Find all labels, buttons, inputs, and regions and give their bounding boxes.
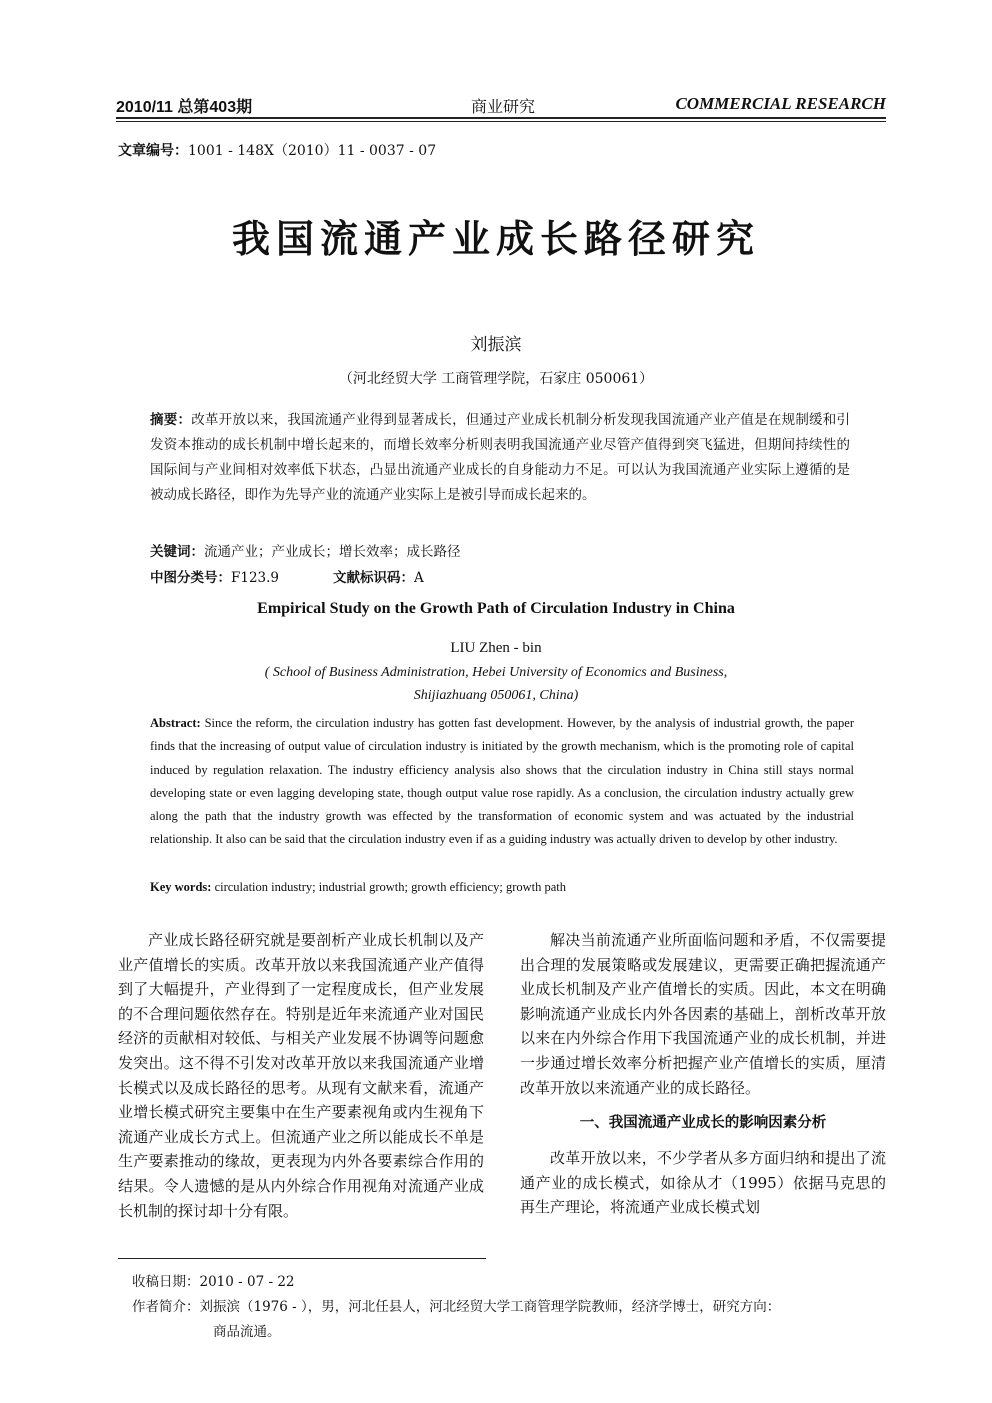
english-keywords-text: circulation industry; industrial growth; growth efficiency; growth path <box>214 880 567 894</box>
body-column-left <box>118 928 484 1223</box>
received-date <box>132 1270 295 1290</box>
author-bio-text: 刘振滨（1976 - ），男，河北任县人，河北经贸大学工商管理学院教师，经济学博士，研究方向： <box>199 1299 781 1315</box>
clc-label: 中图分类号： <box>150 570 231 586</box>
article-number <box>118 140 436 160</box>
journal-name-cn: 商业研究 <box>470 97 535 116</box>
english-abstract-label: Abstract: <box>150 716 201 730</box>
paper-title: 我国流通产业成长路径研究 <box>231 216 760 261</box>
article-number-label: 文章编号： <box>118 143 188 159</box>
chinese-keywords <box>150 540 461 560</box>
author-bio-label: 作者简介： <box>132 1299 200 1315</box>
author-affiliation: （河北经贸大学 工商管理学院，石家庄 050061） <box>338 371 654 387</box>
english-affiliation-line2: Shijiazhuang 050061, China) <box>413 688 579 703</box>
body-paragraph: 解决当前流通产业所面临问题和矛盾，不仅需要提出合理的发展策略或发展建议，更需要正确把握流通产业成长机制及产业产值增长的实质。因此，本文在明确影响流通产业成长内外各因素的基础上，剖析改革开放以来在内外综合作用下我国流通产业的成长机制，并进一步通过增长效率分析把握产业产值增长的实质，厘清改革开放以来流通产业的成长路径。 <box>520 931 886 1097</box>
abstract-label: 摘要： <box>150 412 192 428</box>
author-name: 刘振滨 <box>470 335 522 355</box>
body-paragraph: 产业成长路径研究就是要剖析产业成长机制以及产业产值增长的实质。改革开放以来我国流通产业产值得到了大幅提升，产业得到了一定程度成长，但产业发展的不合理问题依然存在。特别是近年来流通产业对国民经济的贡献相对较低、与相关产业发展不协调等问题愈发突出。这不得不引发对改革开放以来我国流通产业增长模式以及成长路径的思考。从现有文献来看，流通产业增长模式研究主要集中在生产要素视角或内生视角下流通产业成长方式上。但流通产业之所以能成长不单是生产要素推动的缘故，更表现为内外各要素综合作用的结果。令人遗憾的是从内外综合作用视角对流通产业成长机制的探讨却十分有限。 <box>118 931 484 1220</box>
english-title: Empirical Study on the Growth Path of Circulation Industry in China <box>257 600 735 617</box>
doc-code-label: 文献标识码： <box>333 570 415 586</box>
section-heading: 一、我国流通产业成长的影响因素分析 <box>579 1115 827 1132</box>
received-value: 2010 - 07 - 22 <box>199 1274 295 1290</box>
article-number-value: 1001 - 148X（2010）11 - 0037 - 07 <box>188 143 437 159</box>
doc-code-value: A <box>414 570 424 586</box>
footnote-rule <box>118 1258 486 1259</box>
header-rule <box>116 117 886 119</box>
body-paragraph: 改革开放以来，不少学者从多方面归纳和提出了流通产业的成长模式，如徐从才（1995）依据马克思的再生产理论，将流通产业成长模式划 <box>520 1149 886 1217</box>
english-keywords <box>150 880 566 895</box>
keywords-label: 关键词： <box>150 544 204 560</box>
english-abstract <box>150 712 854 852</box>
english-abstract-text: Since the reform, the circulation industry has gotten fast development. However, by the analysis of industrial growth, the paper finds that the increasing of output value of circulation industry is initiated by the growth mechanism, which is the promoting role of capital induced by regulation relaxation. The industry efficiency analysis also shows that the circulation industry in China still stays normal developing state or even lagging developing state, though output value rose rapidly. As a conclusion, the circulation industry actually grew along the path that the industry growth was effected by the transformation of economic system and was actuated by the industrial relationship. It also can be said that the circulation industry even if as a guiding industry was actually driven to develop by other industry. <box>150 716 855 847</box>
received-label: 收稿日期： <box>132 1274 200 1290</box>
header-rule-thin <box>116 121 886 122</box>
chinese-abstract <box>150 408 850 508</box>
english-affiliation-line1: ( School of Business Administration, Hebei University of Economics and Business, <box>264 665 728 680</box>
journal-name-en: COMMERCIAL RESEARCH <box>675 94 886 113</box>
author-bio <box>132 1295 902 1315</box>
author-bio-continued: 商品流通。 <box>213 1324 281 1340</box>
english-author: LIU Zhen - bin <box>450 640 542 656</box>
abstract-text: 改革开放以来，我国流通产业得到显著成长，但通过产业成长机制分析发现我国流通产业产值是在规制缓和引发资本推动的成长机制中增长起来的，而增长效率分析则表明我国流通产业尽管产值得到突飞猛进，但期间持续性的国际间与产业间相对效率低下状态，凸显出流通产业成长的自身能动力不足。可以认为我国流通产业实际上遵循的是被动成长路径，即作为先导产业的流通产业实际上是被引导而成长起来的。 <box>150 412 851 503</box>
classification-line <box>150 566 424 586</box>
english-keywords-label: Key words: <box>150 880 212 894</box>
body-column-right <box>520 928 886 1220</box>
issue-info: 2010/11 总第403期 <box>116 99 253 116</box>
clc-value: F123.9 <box>231 570 280 586</box>
keywords-text: 流通产业；产业成长；增长效率；成长路径 <box>204 544 461 560</box>
